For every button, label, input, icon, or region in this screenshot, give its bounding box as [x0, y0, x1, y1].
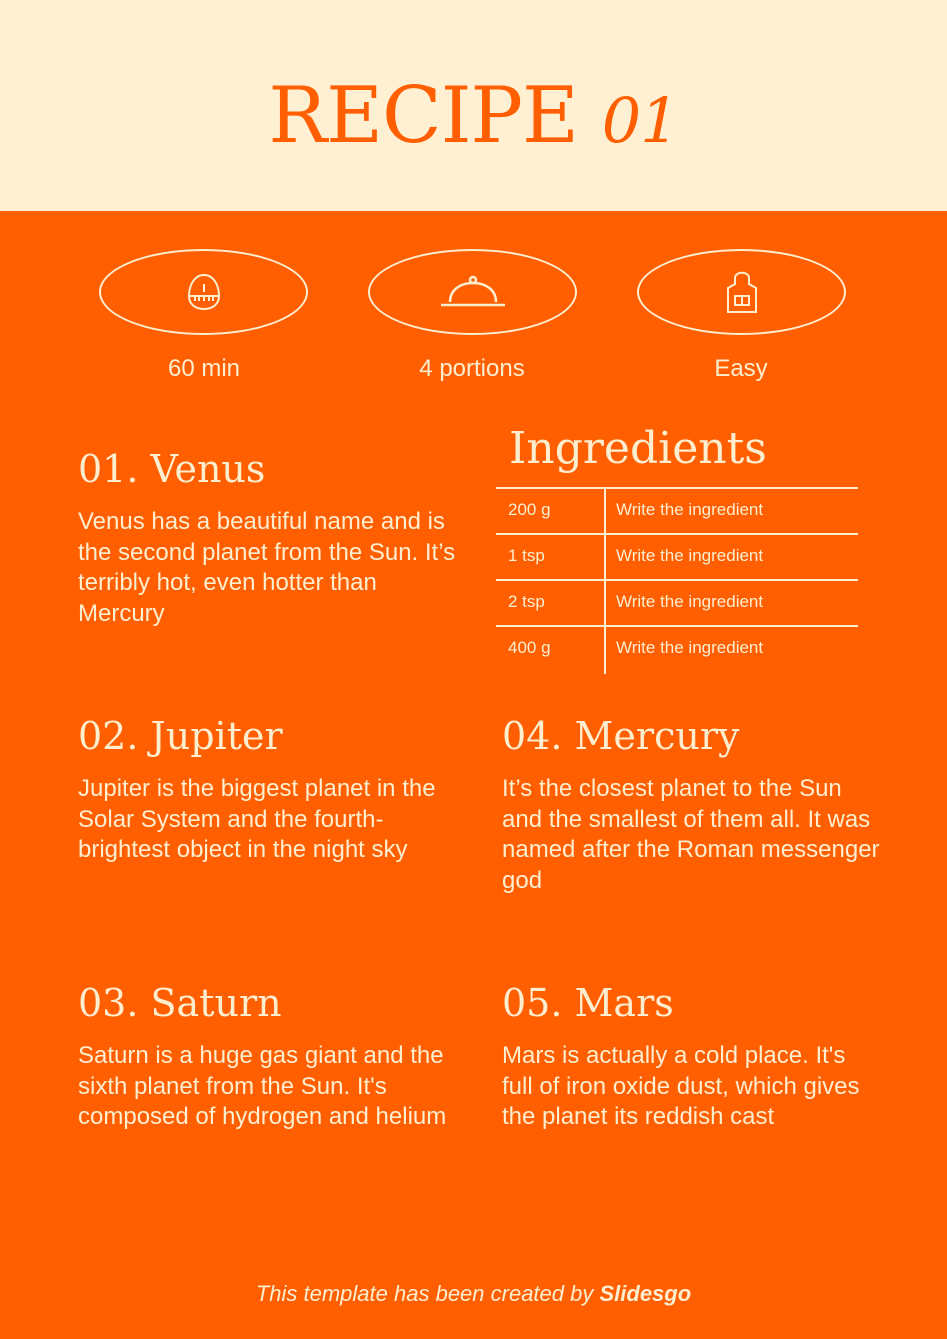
ingredient-name: Write the ingredient [616, 546, 764, 565]
stat-time: 60 min [167, 355, 241, 382]
ingredients-table [496, 487, 858, 671]
ingredient-quantity: 1 tsp [508, 546, 545, 565]
apron-icon [722, 268, 762, 316]
section-title-saturn: 03. Saturn [78, 981, 282, 1025]
stat-difficulty: Easy [714, 355, 768, 382]
section-title-venus: 01. Venus [78, 447, 266, 491]
table-row [496, 579, 858, 625]
stat-portions: 4 portions [419, 355, 525, 382]
page-title [0, 70, 947, 167]
ingredients-title: Ingredients [509, 423, 767, 474]
ingredient-name: Write the ingredient [616, 638, 764, 657]
footer-credit [0, 1280, 947, 1308]
section-title-jupiter: 02. Jupiter [78, 714, 283, 758]
cloche-icon [438, 274, 508, 310]
section-text-jupiter: Jupiter is the biggest planet in the Solar System and the fourth-brightest object in the night sky [78, 775, 436, 863]
title-number: 01 [601, 84, 679, 157]
table-row [496, 487, 858, 533]
section-text-mars: Mars is actually a cold place. It's full of iron oxide dust, which gives the planet its reddish cast [502, 1042, 860, 1130]
egg-timer-icon [184, 272, 224, 312]
ingredient-quantity: 400 g [508, 638, 551, 657]
section-text-saturn: Saturn is a huge gas giant and the sixth planet from the Sun. It's composed of hydrogen and helium [78, 1042, 447, 1130]
ingredient-name: Write the ingredient [616, 592, 764, 611]
table-column-divider [604, 487, 606, 674]
ingredient-name: Write the ingredient [616, 500, 764, 519]
title-main: RECIPE [268, 71, 578, 161]
portions-badge [368, 249, 577, 335]
section-title-mercury: 04. Mercury [502, 714, 740, 758]
table-row [496, 625, 858, 671]
ingredient-quantity: 2 tsp [508, 592, 545, 611]
ingredient-quantity: 200 g [508, 500, 551, 519]
section-text-venus: Venus has a beautiful name and is the second planet from the Sun. It’s terribly hot, even hotter than Mercury [78, 508, 456, 627]
time-badge [99, 249, 308, 335]
header-band [0, 0, 947, 211]
section-title-mars: 05. Mars [502, 981, 674, 1025]
section-text-mercury: It’s the closest planet to the Sun and the smallest of them all. It was named after the Roman messenger god [502, 775, 880, 894]
footer-brand-link[interactable]: Slidesgo [599, 1281, 692, 1306]
footer-prefix: This template has been created by [255, 1281, 600, 1306]
difficulty-badge [637, 249, 846, 335]
table-row [496, 533, 858, 579]
